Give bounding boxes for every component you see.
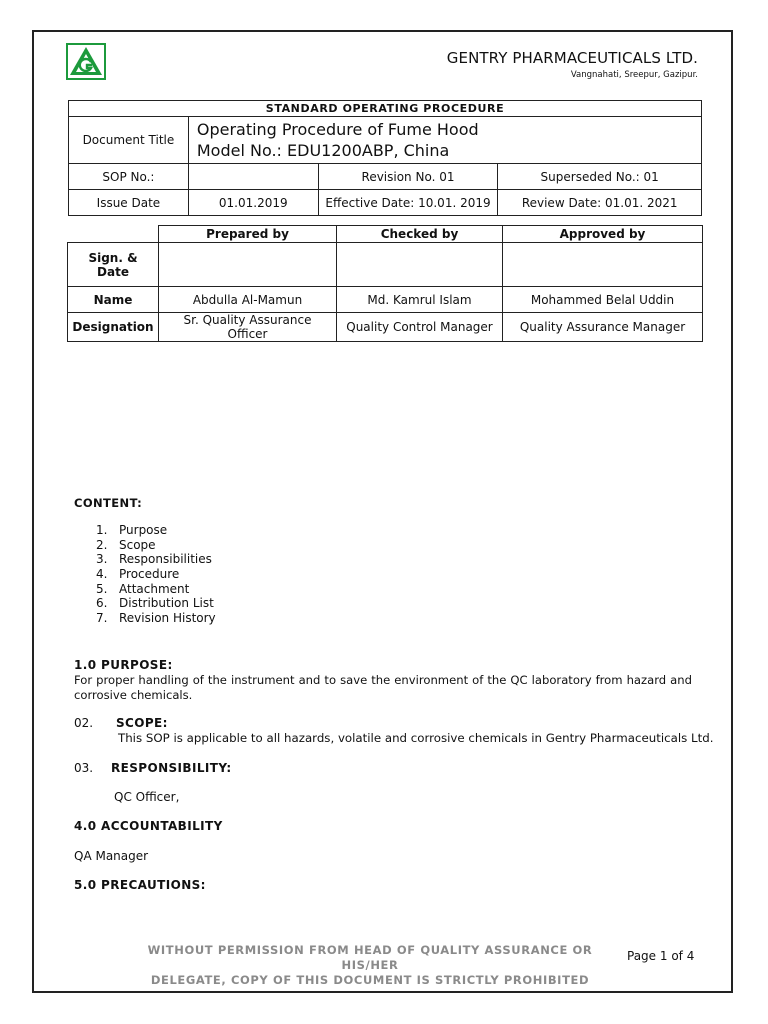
list-item-label: Revision History bbox=[119, 611, 216, 626]
list-item bbox=[96, 552, 216, 567]
list-item bbox=[96, 611, 216, 626]
signature-table-corner bbox=[68, 226, 159, 243]
document-title-line1: Operating Procedure of Fume Hood bbox=[196, 120, 479, 139]
checked-name: Md. Kamrul Islam bbox=[337, 287, 503, 313]
company-logo bbox=[66, 43, 106, 80]
footer-notice-line1: WITHOUT PERMISSION FROM HEAD OF QUALITY ASSURANCE OR HIS/HER bbox=[147, 943, 593, 972]
scope-text: This SOP is applicable to all hazards, volatile and corrosive chemicals in Gentry Pharmaceuticals Ltd. bbox=[118, 731, 714, 745]
page-number: Page 1 of 4 bbox=[627, 949, 695, 963]
list-item bbox=[96, 523, 216, 538]
footer-notice-line2: DELEGATE, COPY OF THIS DOCUMENT IS STRICTLY PROHIBITED bbox=[150, 973, 590, 987]
superseded-no: Superseded No.: 01 bbox=[498, 164, 702, 190]
list-item-number: 7. bbox=[96, 611, 108, 626]
document-title-value bbox=[188, 117, 701, 164]
list-item-number: 5. bbox=[96, 581, 108, 596]
purpose-text-line2: corrosive chemicals. bbox=[74, 688, 193, 702]
issue-date-label: Issue Date bbox=[69, 190, 189, 216]
responsibility-number: 03. bbox=[74, 761, 94, 775]
list-item-number: 4. bbox=[96, 567, 108, 582]
list-item-number: 6. bbox=[96, 596, 108, 611]
list-item-number: 1. bbox=[96, 523, 108, 537]
checked-designation: Quality Control Manager bbox=[337, 313, 503, 342]
list-item bbox=[96, 582, 216, 597]
list-item-label: Responsibilities bbox=[119, 552, 212, 567]
sop-title-bar: STANDARD OPERATING PROCEDURE bbox=[69, 101, 702, 117]
company-block bbox=[447, 49, 698, 80]
approved-sign-cell bbox=[503, 243, 703, 287]
responsibility-text: QC Officer, bbox=[114, 790, 180, 804]
purpose-text-line1: For proper handling of the instrument and to save the environment of the QC laboratory from hazard and bbox=[74, 673, 692, 687]
list-item-label: Scope bbox=[119, 537, 156, 552]
precautions-heading: 5.0 PRECAUTIONS: bbox=[74, 878, 206, 892]
designation-label: Designation bbox=[68, 313, 159, 342]
sop-no-label: SOP No.: bbox=[69, 164, 189, 190]
scope-number: 02. bbox=[74, 716, 94, 730]
list-item-label: Purpose bbox=[119, 523, 168, 537]
list-item-number: 3. bbox=[96, 552, 108, 567]
document-title-line2: Model No.: EDU1200ABP, China bbox=[196, 141, 450, 160]
checked-sign-cell bbox=[337, 243, 503, 287]
sign-date-label: Sign. & Date bbox=[68, 243, 159, 287]
prepared-sign-cell bbox=[159, 243, 337, 287]
accountability-text: QA Manager bbox=[74, 849, 149, 863]
approved-by-header: Approved by bbox=[503, 226, 703, 243]
prepared-name: Abdulla Al-Mamun bbox=[159, 287, 337, 313]
signature-table bbox=[67, 225, 703, 342]
name-label: Name bbox=[68, 287, 159, 313]
sop-no-value bbox=[188, 164, 318, 190]
list-item-label: Procedure bbox=[119, 567, 180, 582]
approved-designation: Quality Assurance Manager bbox=[503, 313, 703, 342]
purpose-heading: 1.0 PURPOSE: bbox=[74, 658, 173, 672]
list-item-label: Attachment bbox=[119, 581, 190, 596]
company-name: GENTRY PHARMACEUTICALS LTD. bbox=[446, 49, 698, 67]
document-title-label: Document Title bbox=[69, 117, 189, 164]
scope-heading: SCOPE: bbox=[116, 716, 168, 730]
responsibility-heading: RESPONSIBILITY: bbox=[111, 761, 232, 775]
issue-date-value: 01.01.2019 bbox=[188, 190, 318, 216]
review-date: Review Date: 01.01. 2021 bbox=[498, 190, 702, 216]
checked-by-header: Checked by bbox=[337, 226, 503, 243]
prepared-designation: Sr. Quality Assurance Officer bbox=[159, 313, 337, 342]
approved-name: Mohammed Belal Uddin bbox=[503, 287, 703, 313]
effective-date: Effective Date: 10.01. 2019 bbox=[318, 190, 498, 216]
revision-no: Revision No. 01 bbox=[318, 164, 498, 190]
footer-notice bbox=[120, 943, 620, 988]
list-item bbox=[96, 567, 216, 582]
list-item-number: 2. bbox=[96, 537, 108, 552]
company-address: Vangnahati, Sreepur, Gazipur. bbox=[570, 70, 698, 80]
list-item-label: Distribution List bbox=[119, 596, 214, 611]
list-item bbox=[96, 538, 216, 553]
list-item bbox=[96, 596, 216, 611]
content-list bbox=[96, 523, 216, 626]
prepared-by-header: Prepared by bbox=[159, 226, 337, 243]
content-heading: CONTENT: bbox=[74, 496, 143, 510]
sop-header-table bbox=[68, 100, 702, 216]
accountability-heading: 4.0 ACCOUNTABILITY bbox=[74, 819, 223, 833]
